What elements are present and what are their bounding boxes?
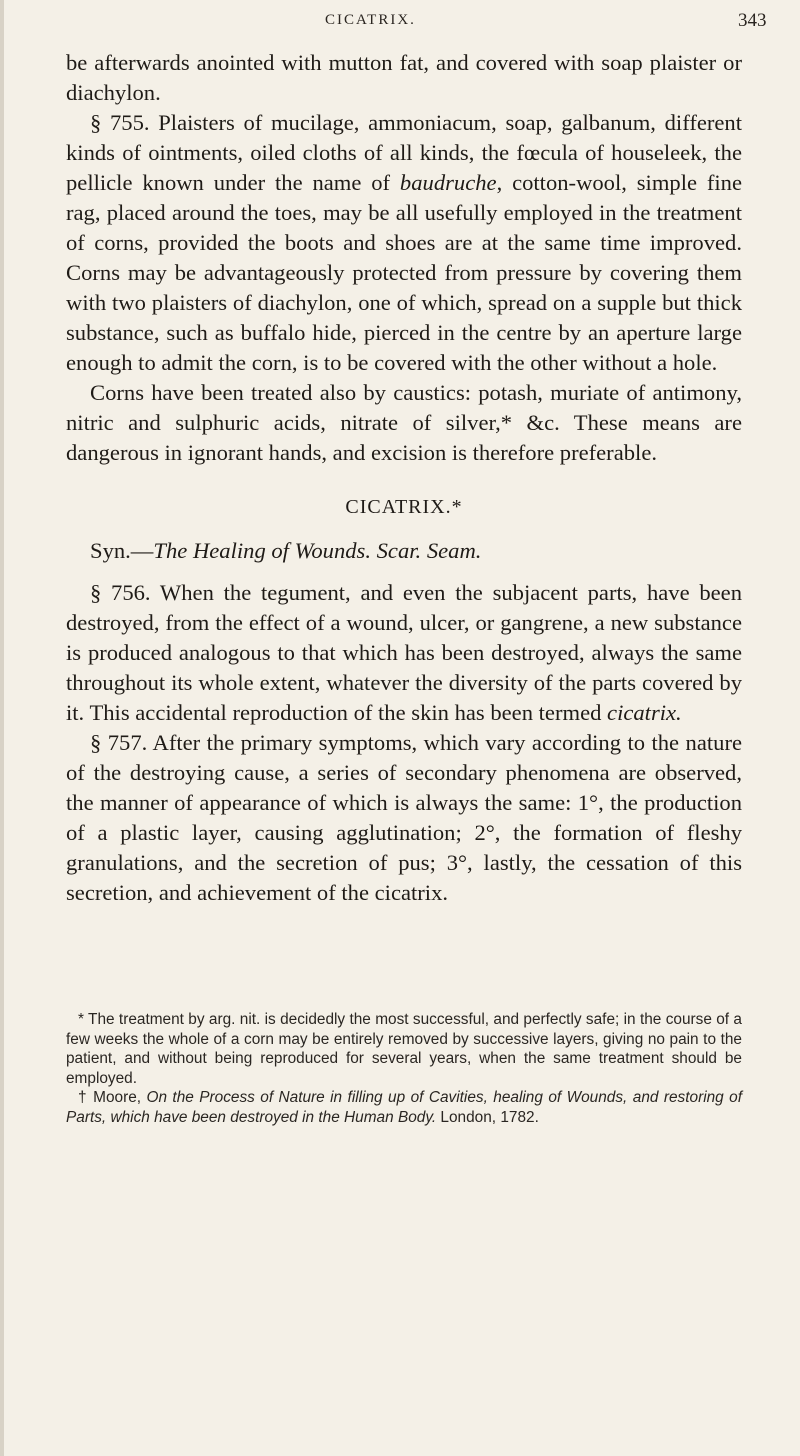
italic-term: cicatrix. (607, 700, 682, 725)
page-number: 343 (738, 10, 767, 31)
paragraph-756 (66, 578, 742, 728)
running-head: CICATRIX. (325, 12, 416, 28)
paragraph-757 (66, 728, 742, 908)
italic-term: baudruche (399, 170, 497, 195)
synonyms-line (66, 536, 742, 566)
synonyms-prefix: Syn.— (90, 538, 154, 563)
page-edge (0, 0, 4, 1456)
paragraph-caustics: Corns have been treated also by caustics: potash, muriate of antimony, nitric and sulphuric acids, nitrate of silver,* &c. These means are dangerous in ignorant hands, and excision is therefore preferable. (66, 380, 742, 465)
footnote-title: On the Process of Nature in filling up of Cavities, healing of Wounds, and restoring of Parts, which have been destroyed in the Human Body. (66, 1089, 742, 1126)
main-text (66, 48, 742, 908)
footnote-suffix: London, 1782. (436, 1108, 539, 1126)
section-number: § 755. (90, 110, 150, 135)
section-heading: CICATRIX.* (345, 496, 463, 518)
synonyms-list: The Healing of Wounds. Scar. Seam. (153, 538, 482, 563)
footnotes (66, 1010, 742, 1127)
paragraph-text: After the primary symptoms, which vary according to the nature of the destroying cause, a series of secondary phenomena are observed, the manner of appearance of which is always the same: 1°, the production of a plastic layer, causing agglutination; 2°, the formation of fleshy granulations, and the secretion of pus; 3°, lastly, the cessation of this secretion, and achievement of the cicatrix. (66, 730, 742, 905)
paragraph-755 (66, 108, 742, 378)
section-number: § 756. (90, 580, 151, 605)
paragraph-text: Plaisters of mucilage, ammoniacum, soap, galbanum, different kinds of ointments, oiled cloths of all kinds, the fœcula of houseleek, the pellicle known under the name of (66, 110, 742, 195)
footnote-dagger (66, 1088, 742, 1127)
paragraph-text: , cotton-wool, simple fine rag, placed around the toes, may be all usefully employed in the treatment of corns, provided the boots and shoes are at the same time improved. Corns may be advantageously protected from pressure by covering them with two plaisters of diachylon, one of which, spread on a supple but thick substance, such as buffalo hide, pierced in the centre by an aperture large enough to admit the corn, is to be covered with the other without a hole. (66, 170, 742, 375)
paragraph-continuation: be afterwards anointed with mutton fat, and covered with soap plaister or diachylon. (66, 50, 742, 105)
section-number: § 757. (90, 730, 148, 755)
footnote-asterisk: * The treatment by arg. nit. is decidedly the most successful, and perfectly safe; in the course of a few weeks the whole of a corn may be entirely removed by successive layers, giving no pain to the patient, and without being reproduced for several years, when the same treatment should be employed. (66, 1011, 742, 1087)
paragraph-text: When the tegument, and even the subjacent parts, have been destroyed, from the effect of a wound, ulcer, or gangrene, a new substance is produced analogous to that which has been destroyed, always the same throughout its whole extent, whatever the diversity of the parts covered by it. This accidental reproduction of the skin has been termed (66, 580, 743, 725)
footnote-prefix: † Moore, (78, 1089, 147, 1106)
